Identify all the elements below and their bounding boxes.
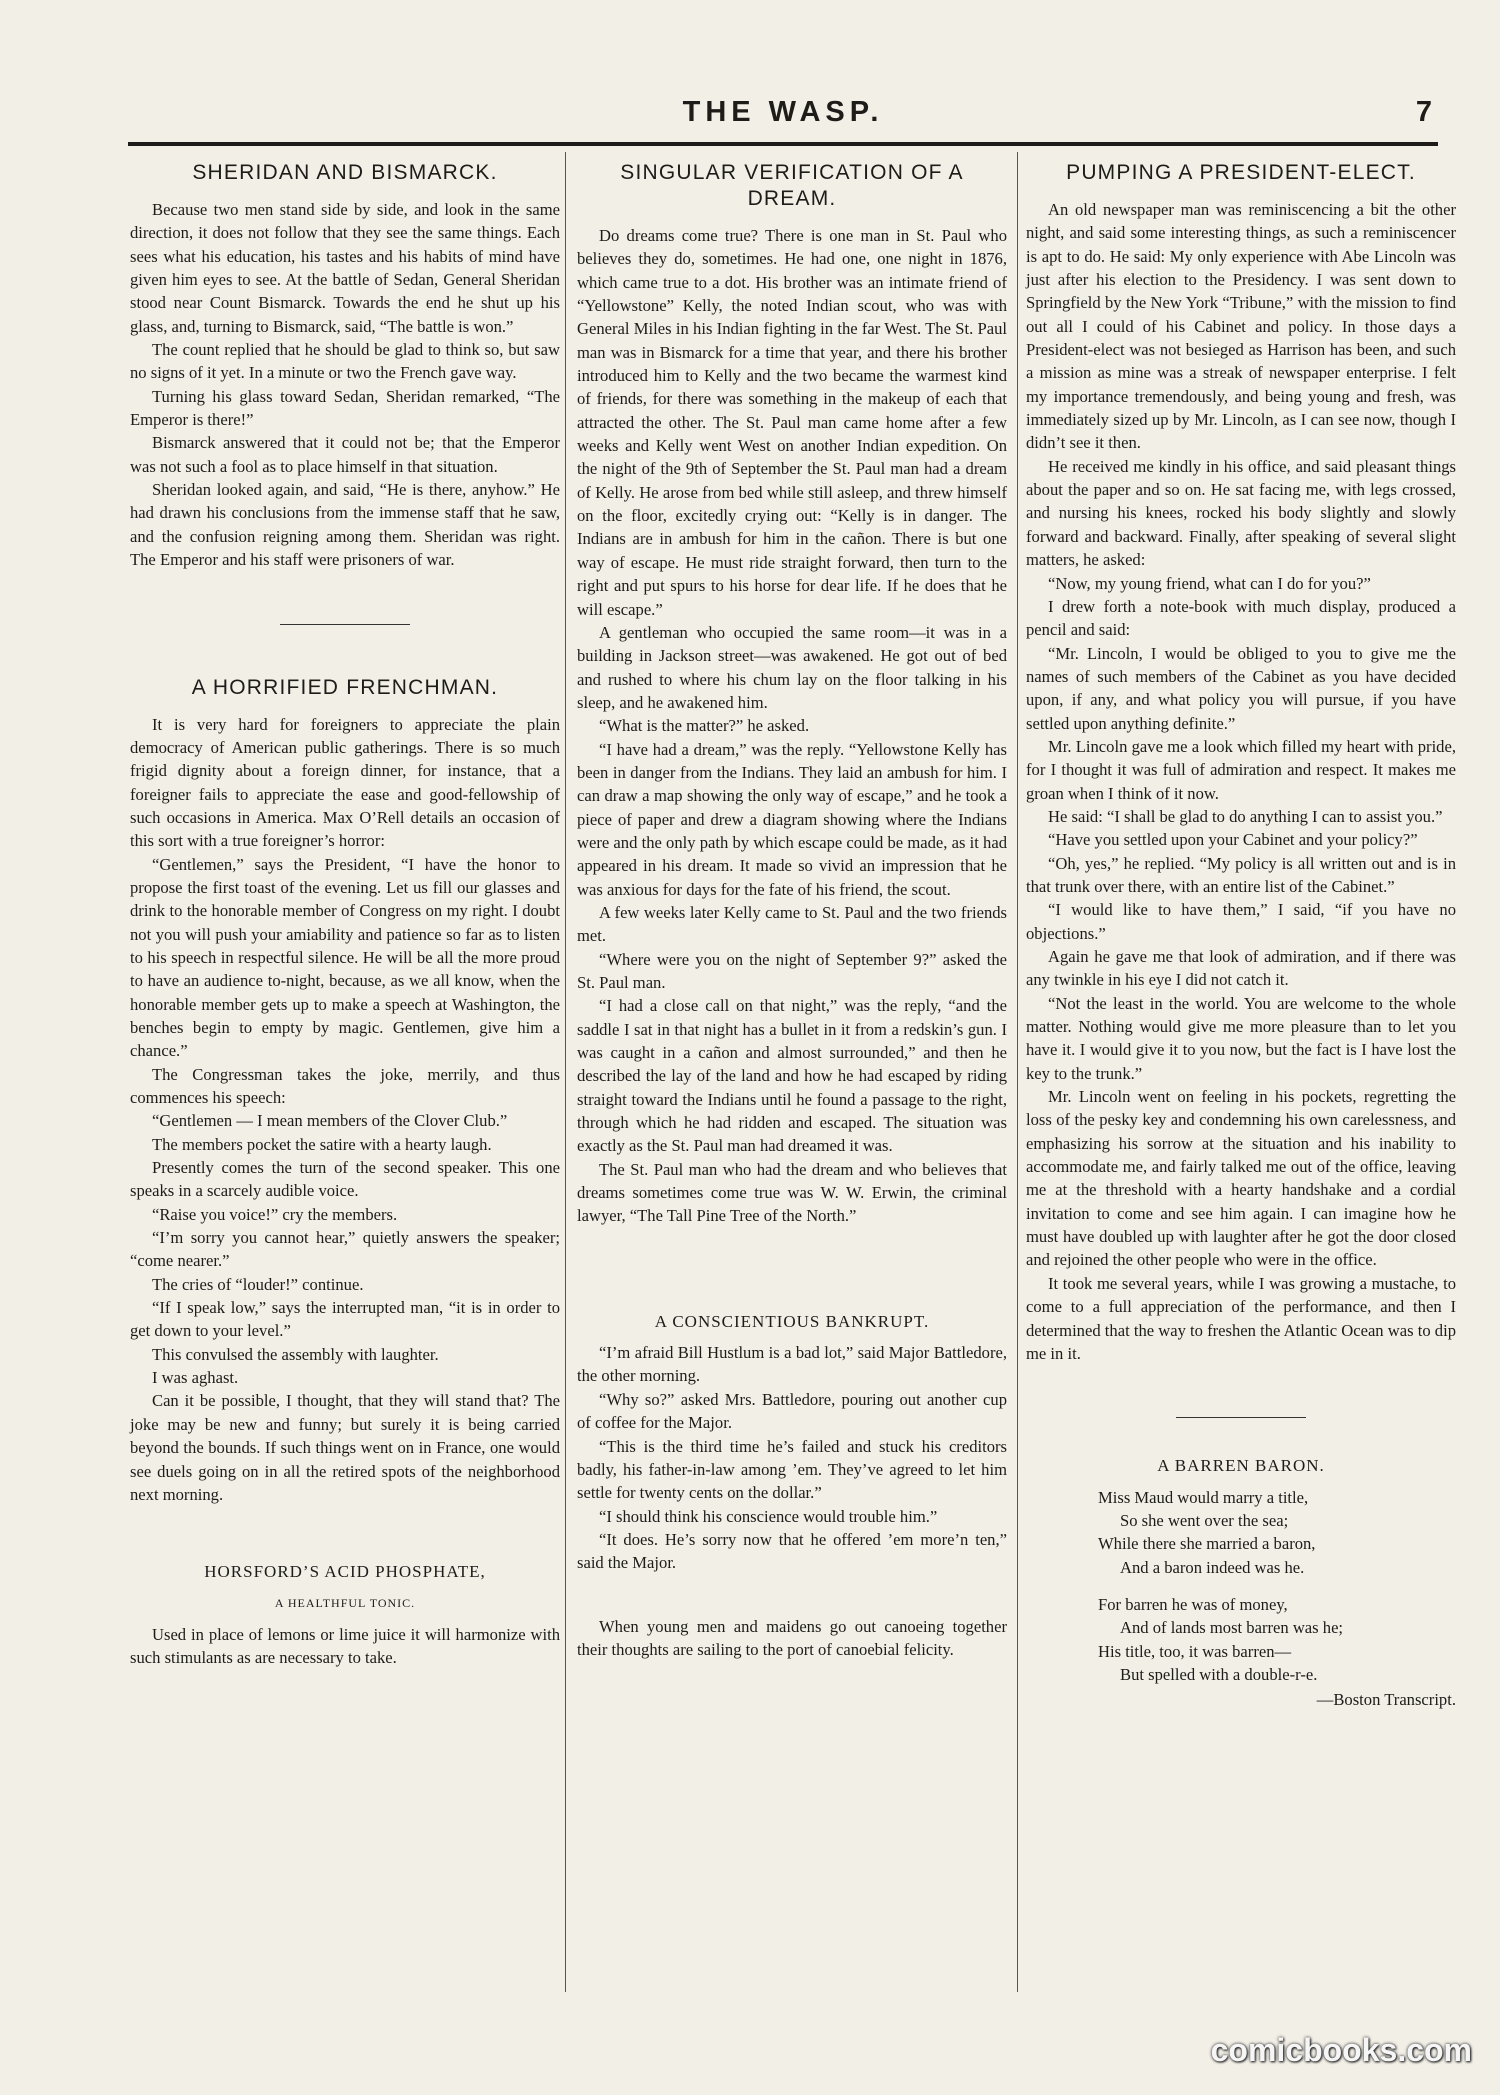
paragraph: I was aghast. bbox=[152, 1368, 239, 1388]
poem-source: —Boston Transcript. bbox=[1316, 1690, 1456, 1710]
paragraph: “If I speak low,” says the interrupted man, “it is in order to get down to your level.” bbox=[130, 1298, 560, 1341]
poem-line: Miss Maud would marry a title, bbox=[1098, 1487, 1309, 1507]
masthead-title: THE WASP. bbox=[682, 96, 884, 128]
poem-line: While there she married a baron, bbox=[1098, 1534, 1316, 1554]
paragraph: “It does. He’s sorry now that he offered ’em more’n ten,” said the Major. bbox=[577, 1529, 1007, 1573]
paragraph: “Why so?” asked Mrs. Battledore, pouring out another cup of coffee for the Major. bbox=[577, 1389, 1007, 1433]
poem-line: So she went over the sea; bbox=[1120, 1510, 1289, 1530]
paragraph: “Not the least in the world. You are welcome to the whole matter. Nothing would give me more pleasure than to let you have it. I would give it to you now, but the fact is I have lost the key to the trunk.” bbox=[1026, 993, 1456, 1083]
paragraph: “This is the third time he’s failed and stuck his creditors badly, his father-in-law among ’em. They’ve agreed to let him settle for twenty cents on the dollar.” bbox=[577, 1436, 1007, 1503]
paragraph: “I have had a dream,” was the reply. “Yellowstone Kelly has been in danger from the Indians. They laid an ambush for him. I can draw a map showing the only way of escape,” and he took a piece of paper and drew a diagram showing where the Indians were and the only path by which escape could be made, as it had appeared in his dream. It made so vivid an impression that he was anxious for days for the fate of his friend, the scout. bbox=[577, 739, 1007, 899]
article-title: HORSFORD’S ACID PHOSPHATE, bbox=[204, 1562, 486, 1582]
poem-barren-baron bbox=[1026, 1454, 1456, 1711]
poem-stanza-2 bbox=[1098, 1593, 1456, 1686]
article-horsfords-acid-phosphate bbox=[130, 1560, 560, 1669]
paragraph: “I’m sorry you cannot hear,” quietly answers the speaker; “come nearer.” bbox=[130, 1228, 560, 1271]
paragraph: “Have you settled upon your Cabinet and your policy?” bbox=[1048, 830, 1418, 850]
column-2 bbox=[577, 160, 1007, 1661]
paragraph: The members pocket the satire with a hearty laugh. bbox=[152, 1134, 492, 1154]
article-title: PUMPING A PRESIDENT-ELECT. bbox=[1066, 161, 1416, 184]
article-horrified-frenchman bbox=[130, 675, 560, 1507]
column-divider-1 bbox=[565, 152, 566, 1992]
poem-line: For barren he was of money, bbox=[1098, 1594, 1288, 1614]
paragraph: It is very hard for foreigners to appreciate the plain democracy of American public gatherings. There is so much frigid dignity about a foreign dinner, for instance, that a foreigner fails to appreciate the ease and good-fellowship of such occasions in America. Max O’Rell details an occasion of this sort with a true foreigner’s horror: bbox=[130, 714, 560, 851]
paragraph: An old newspaper man was reminiscencing a bit the other night, and said some interesting things, as such a reminiscencer is apt to do. He said: My only experience with Abe Lincoln was just after his election to the Presidency. I was sent down to Springfield by the New York “Tribune,” with the mission to find out all I could of his Cabinet and policy. In those days a President-elect was not besieged as Harrison has been, and such a mission as mine was a streak of newspaper enterprise. I felt my importance tremendously, and being young and fresh, was immediately sized up by Mr. Lincoln, as I can see now, though I didn’t see it then. bbox=[1026, 200, 1456, 453]
column-1 bbox=[130, 160, 560, 1670]
paragraph: He received me kindly in his office, and said pleasant things about the paper and so on. He sat facing me, with legs crossed, and nursing his knees, rocked his body slightly and slowly forward and backward. Finally, after speaking of several slight matters, he asked: bbox=[1026, 456, 1456, 570]
article-pumping-a-president-elect bbox=[1026, 160, 1456, 1365]
paragraph: “Gentlemen,” says the President, “I have the honor to propose the first toast of the evening. Let us fill our glasses and drink to the honorable member of Congress on my right. I doubt not you will push your amiability and patience so far as to listen to his speech in respectful silence. He will be all the more proud to have an audience to-night, because, as we all know, when the honorable member gets up to make a speech at Washington, the benches begin to empty by magic. Gentlemen, give him a chance.” bbox=[130, 854, 560, 1061]
article-title: A HORRIFIED FRENCHMAN. bbox=[191, 675, 499, 699]
poem-line: His title, too, it was barren— bbox=[1098, 1641, 1292, 1661]
paragraph: Because two men stand side by side, and look in the same direction, it does not follow that they see the same things. Each sees what his education, his tastes and his habits of mind have given him eyes to see. At the battle of Sedan, General Sheridan stood near Count Bismarck. Towards the end he shut up his glass, and, turning to Bismarck, said, “The battle is won.” bbox=[130, 200, 560, 336]
paragraph: The count replied that he should be glad to think so, but saw no signs of it yet. In a minute or two the French gave way. bbox=[130, 340, 560, 383]
article-subtitle: A HEALTHFUL TONIC. bbox=[274, 1595, 416, 1610]
paragraph: A few weeks later Kelly came to St. Paul and the two friends met. bbox=[577, 902, 1007, 946]
paragraph: “I had a close call on that night,” was the reply, “and the saddle I sat in that night has a bullet in it from a redskin’s gun. I was caught in a cañon and almost surrounded,” and then he described the lay of the land and how he had escaped by riding straight toward the Indians until he found a passage to the right, through which he had ridden and escaped. The situation was exactly as the St. Paul man had dreamed it was. bbox=[577, 996, 1007, 1156]
paragraph: “I’m afraid Bill Hustlum is a bad lot,” said Major Battledore, the other morning. bbox=[577, 1343, 1007, 1386]
paragraph: This convulsed the assembly with laughter. bbox=[152, 1344, 439, 1364]
column-divider-2 bbox=[1017, 152, 1018, 1992]
article-conscientious-bankrupt bbox=[577, 1310, 1007, 1575]
paragraph: “Where were you on the night of September 9?” asked the St. Paul man. bbox=[577, 949, 1007, 992]
paragraph: The Congressman takes the joke, merrily, and thus commences his speech: bbox=[130, 1064, 560, 1107]
paragraph: Mr. Lincoln gave me a look which filled my heart with pride, for I thought it was full of admiration and respect. It makes me groan when I think of it now. bbox=[1026, 736, 1456, 803]
paragraph: “Gentlemen — I mean members of the Clover Club.” bbox=[152, 1111, 508, 1131]
paragraph: Bismarck answered that it could not be; that the Emperor was not such a fool as to place himself in that situation. bbox=[130, 433, 560, 476]
paragraph: “Oh, yes,” he replied. “My policy is all written out and is in that trunk over there, with an entire list of the Cabinet.” bbox=[1026, 853, 1456, 896]
paragraph: “I should think his conscience would trouble him.” bbox=[599, 1506, 938, 1526]
paragraph: The cries of “louder!” continue. bbox=[152, 1274, 364, 1294]
column-3 bbox=[1026, 160, 1456, 1712]
page-header bbox=[128, 96, 1438, 136]
poem-line: And a baron indeed was he. bbox=[1120, 1557, 1305, 1577]
paragraph: Used in place of lemons or lime juice it will harmonize with such stimulants as are necessary to take. bbox=[130, 1624, 560, 1668]
paragraph: “I would like to have them,” I said, “if you have no objections.” bbox=[1026, 900, 1456, 943]
article-title: SINGULAR VERIFICATION OF A DREAM. bbox=[620, 161, 964, 210]
article-title: A CONSCIENTIOUS BANKRUPT. bbox=[654, 1311, 930, 1331]
paragraph: “Raise you voice!” cry the members. bbox=[152, 1204, 398, 1224]
poem-title: A BARREN BARON. bbox=[1157, 1456, 1325, 1476]
header-rule bbox=[128, 142, 1438, 146]
page-number: 7 bbox=[1415, 96, 1432, 128]
paragraph: Turning his glass toward Sedan, Sheridan remarked, “The Emperor is there!” bbox=[130, 386, 560, 430]
poem-line: But spelled with a double-r-e. bbox=[1120, 1664, 1318, 1684]
article-title: SHERIDAN AND BISMARCK. bbox=[192, 161, 498, 184]
article-sheridan-and-bismarck bbox=[130, 160, 560, 572]
poem-line: And of lands most barren was he; bbox=[1120, 1618, 1344, 1638]
paragraph: “Mr. Lincoln, I would be obliged to you to give me the names of such members of the Cabinet as you have decided upon, if any, and what policy you will pursue, if you have settled upon anything definite.” bbox=[1026, 643, 1456, 733]
paragraph: A gentleman who occupied the same room—it was in a building in Jackson street—was awakened. He got out of bed and rushed to where his chum lay on the floor talking in his sleep, and he awakened him. bbox=[577, 622, 1007, 712]
watermark-text: comicbooks.com bbox=[1210, 2032, 1472, 2068]
paragraph: “What is the matter?” he asked. bbox=[599, 716, 810, 736]
paragraph: He said: “I shall be glad to do anything I can to assist you.” bbox=[1048, 806, 1443, 826]
paragraph: Do dreams come true? There is one man in St. Paul who believes they do, sometimes. He had one, one night in 1876, which came true to a dot. His brother was an intimate friend of “Yellowstone” Kelly, the noted Indian scout, who was with General Miles in his Indian fighting in the far West. The St. Paul man was in Bismarck for a time that year, and there his brother introduced him to Kelly and the two became the warmest kind of friends, for there was something in the makeup of each that attracted the other. The St. Paul man came home after a few weeks and Kelly went West on another Indian expedition. On the night of the 9th of September the St. Paul man had a dream of Kelly. He arose from bed while still asleep, and threw himself on the floor, excitedly crying out: “Kelly is in danger. The Indians are in ambush for him in the cañon. There is but one way of escape. He must ride straight forward, then turn to the right and put spurs to his horse for dear life. If he does that he will escape.” bbox=[577, 226, 1007, 619]
paragraph: The St. Paul man who had the dream and who believes that dreams sometimes come true was W. W. Erwin, the criminal lawyer, “The Tall Pine Tree of the North.” bbox=[577, 1159, 1007, 1226]
article-singular-verification-of-a-dream bbox=[577, 160, 1007, 1228]
paragraph: Sheridan looked again, and said, “He is there, anyhow.” He had drawn his conclusions from the immense staff that he saw, and the confusion reigning among them. Sheridan was right. The Emperor and his staff were prisoners of war. bbox=[130, 480, 560, 570]
paragraph: When young men and maidens go out canoeing together their thoughts are sailing to the port of canoebial felicity. bbox=[577, 1616, 1007, 1659]
paragraph: Mr. Lincoln went on feeling in his pockets, regretting the loss of the pesky key and condemning his own carelessness, and emphasizing his sorrow at the situation and his inability to accommodate me, and fairly talked me out of the office, leaving me at the threshold with a hearty handshake and a cordial invitation to come and see him again. I can imagine how he must have doubled up with laughter after he got the door closed and rejoined the other people who were in the office. bbox=[1026, 1087, 1456, 1270]
paragraph: I drew forth a note-book with much display, produced a pencil and said: bbox=[1026, 596, 1456, 640]
article-canoeing bbox=[577, 1615, 1007, 1662]
paragraph: “Now, my young friend, what can I do for you?” bbox=[1048, 573, 1371, 593]
poem-stanza-1 bbox=[1098, 1486, 1456, 1579]
paragraph: Can it be possible, I thought, that they will stand that? The joke may be new and funny; but surely it is being carried beyond the bounds. If such things went on in France, one would see duels going on in all the retired spots of the neighborhood next morning. bbox=[130, 1391, 560, 1504]
paragraph: Presently comes the turn of the second speaker. This one speaks in a scarcely audible voice. bbox=[130, 1158, 560, 1201]
paragraph: It took me several years, while I was growing a mustache, to come to a full appreciation of the performance, and then I determined that the way to freshen the Atlantic Ocean was to dip me in it. bbox=[1026, 1273, 1456, 1363]
paragraph: Again he gave me that look of admiration, and if there was any twinkle in his eye I did not catch it. bbox=[1026, 947, 1456, 990]
